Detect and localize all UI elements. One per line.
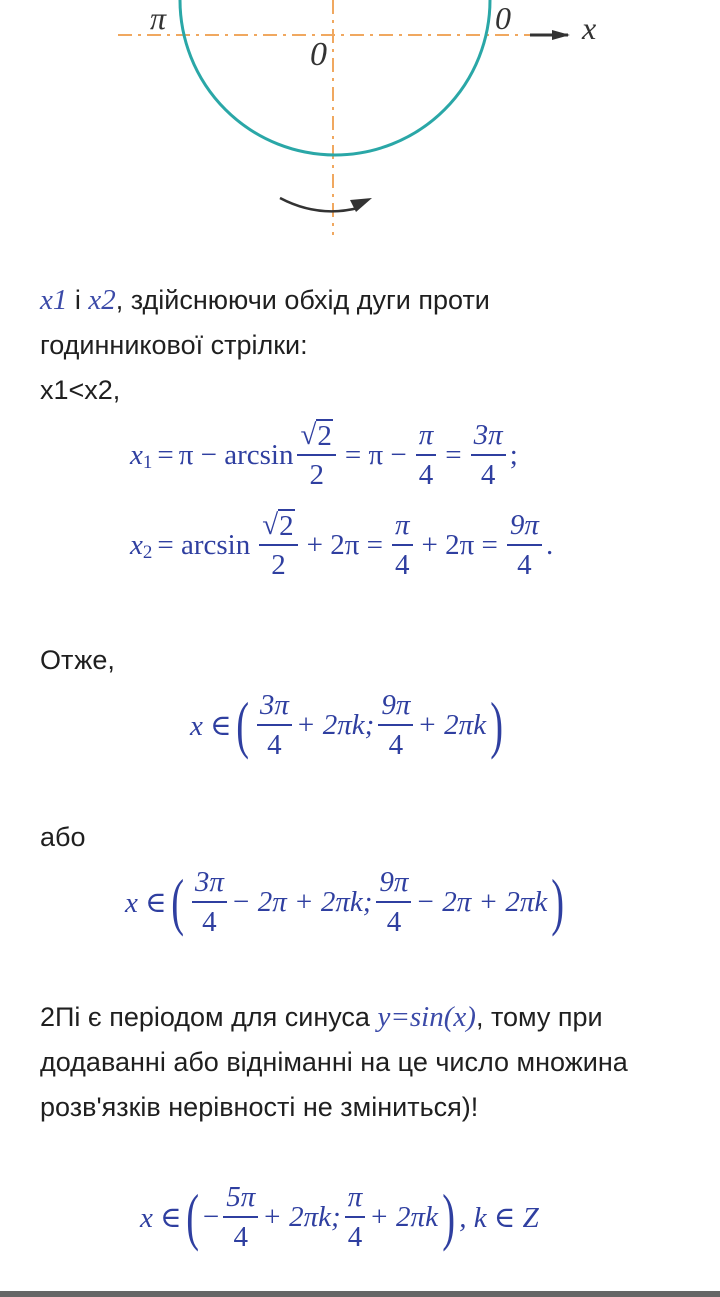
- eq1-den: 2: [309, 459, 324, 491]
- pi-label: π: [150, 0, 167, 36]
- eq1-frac2-den: 4: [418, 459, 434, 491]
- eq1-frac-3pi4: [471, 418, 506, 492]
- interval2-b-num: 9π: [376, 865, 411, 903]
- interval3-b-num: π: [345, 1180, 366, 1218]
- eq1-frac2-num: π: [416, 418, 437, 456]
- interval1-frac-b: [378, 688, 413, 762]
- interval2-b-den: 4: [386, 906, 402, 938]
- paragraph-x1-x2: [40, 278, 660, 368]
- eq2-frac-9pi4: [507, 508, 542, 582]
- interval1-a-num: 3π: [257, 688, 292, 726]
- eq1-lhs: x: [130, 438, 143, 471]
- interval1-a-den: 4: [267, 729, 282, 761]
- unit-circle-diagram: [0, 0, 720, 240]
- x-axis-arrow-head: [552, 30, 570, 40]
- interval1-x-in: x ∈: [190, 709, 232, 742]
- eq2-end: .: [545, 528, 554, 561]
- interval3-a-num: 5π: [223, 1180, 258, 1218]
- interval2-x-in: x ∈: [125, 886, 167, 919]
- bottom-edge-bar: [0, 1291, 720, 1297]
- eq2-frac-pi4: [392, 508, 413, 582]
- interval1-a-tail: + 2πk;: [295, 708, 375, 741]
- interval1-b-den: 4: [388, 729, 404, 761]
- direction-arrow-curve: [280, 198, 358, 211]
- eq2-frac3-num: 9π: [507, 508, 542, 546]
- eq2-frac2-num: π: [392, 508, 413, 546]
- eq1-frac3-num: 3π: [471, 418, 506, 456]
- eq1-frac-pi4: [416, 418, 437, 492]
- circle-arc: [180, 0, 490, 155]
- eq2-plus-2pi-2: + 2π =: [421, 528, 498, 561]
- zero-label-right: 0: [495, 0, 511, 36]
- eq2-den: 2: [271, 549, 286, 581]
- eq2-arcsin: = arcsin: [157, 528, 251, 561]
- func-sin: y=sin(x): [377, 1001, 476, 1033]
- eq2-sqrt-num: 2: [279, 510, 294, 542]
- interval3-x-in: x ∈: [140, 1201, 182, 1234]
- paragraph-therefore: Отже,: [40, 645, 115, 675]
- interval-2: x ∈ ( $\frac{3\pi}{4}$ − 2π + 2πk; $\frac{9\pi}{4}$ − 2π + 2πk ): [125, 866, 565, 938]
- paragraph-x1-less-x2: x1<x2,: [40, 375, 121, 405]
- interval3-a-den: 4: [233, 1221, 249, 1253]
- paragraph-period: [40, 995, 670, 1130]
- center-label: 0: [310, 36, 327, 73]
- interval3-a-tail: + 2πk;: [262, 1200, 341, 1233]
- unit-circle-svg: [0, 0, 720, 240]
- interval2-frac-a: [192, 865, 227, 939]
- interval3-frac-a: [223, 1180, 258, 1254]
- eq1-lhs-sub: 1: [142, 452, 153, 473]
- interval3-frac-b: [345, 1180, 366, 1254]
- interval3-a-sign: −: [202, 1200, 220, 1233]
- interval2-b-tail: − 2π + 2πk: [415, 885, 548, 918]
- eq1-sqrt-num: 2: [317, 420, 332, 452]
- interval3-b-den: 4: [347, 1221, 363, 1253]
- interval2-frac-b: [376, 865, 411, 939]
- interval-1: x ∈ ( $\frac{3\pi}{4}$ + 2πk; $\frac{9\pi}{4}$ + 2πk ): [190, 689, 504, 761]
- equation-x2: [130, 508, 553, 582]
- eq1-pi-arcsin: π − arcsin: [178, 438, 294, 471]
- and-text: і: [67, 285, 89, 315]
- interval1-b-num: 9π: [378, 688, 413, 726]
- paragraph5-start: 2Пі є періодом для синуса: [40, 1002, 378, 1032]
- eq2-frac2-den: 4: [395, 549, 410, 581]
- equation-x1: x 1 = π − arcsin √ 2 2 = π − $\frac{\pi}{4}$ = $\frac{3\pi}{4}$ ;: [130, 419, 518, 491]
- interval2-a-num: 3π: [192, 865, 227, 903]
- eq2-frac3-den: 4: [517, 549, 532, 581]
- interval3-b-tail: + 2πk: [369, 1200, 438, 1233]
- interval2-a-tail: − 2π + 2πk;: [230, 885, 373, 918]
- interval2-a-den: 4: [202, 906, 217, 938]
- paragraph1-text: , здійснюючи обхід дуги проти годинникової стрілки:: [40, 285, 490, 360]
- eq1-frac-sqrt: √ 2 2: [297, 418, 335, 492]
- eq1-end: ;: [509, 438, 518, 471]
- eq2-frac-sqrt: √ 2 2: [259, 508, 297, 582]
- paragraph5-rest: , тому при додаванні або відніманні на це число множина розв'язків нерівності не зміниться)!: [40, 1002, 628, 1122]
- var-x1: x1: [40, 284, 68, 316]
- eq2-plus-2pi: + 2π =: [306, 528, 384, 561]
- interval1-frac-a: [257, 688, 292, 762]
- eq1-eq-pi-minus: = π −: [344, 438, 407, 471]
- var-x2: x2: [88, 284, 116, 316]
- eq1-frac3-den: 4: [480, 459, 496, 491]
- eq2-lhs-sub: 2: [142, 542, 153, 563]
- interval3-tail: , k ∈ Z: [459, 1201, 539, 1234]
- x-axis-label: x: [582, 10, 597, 46]
- interval-final: x ∈ ( − $\frac{5\pi}{4}$ + 2πk; $\frac{\pi}{4}$ + 2πk ) , k ∈ Z: [140, 1181, 539, 1253]
- interval1-b-tail: + 2πk: [417, 708, 487, 741]
- eq2-lhs: x: [130, 528, 143, 561]
- paragraph-or: або: [40, 822, 86, 852]
